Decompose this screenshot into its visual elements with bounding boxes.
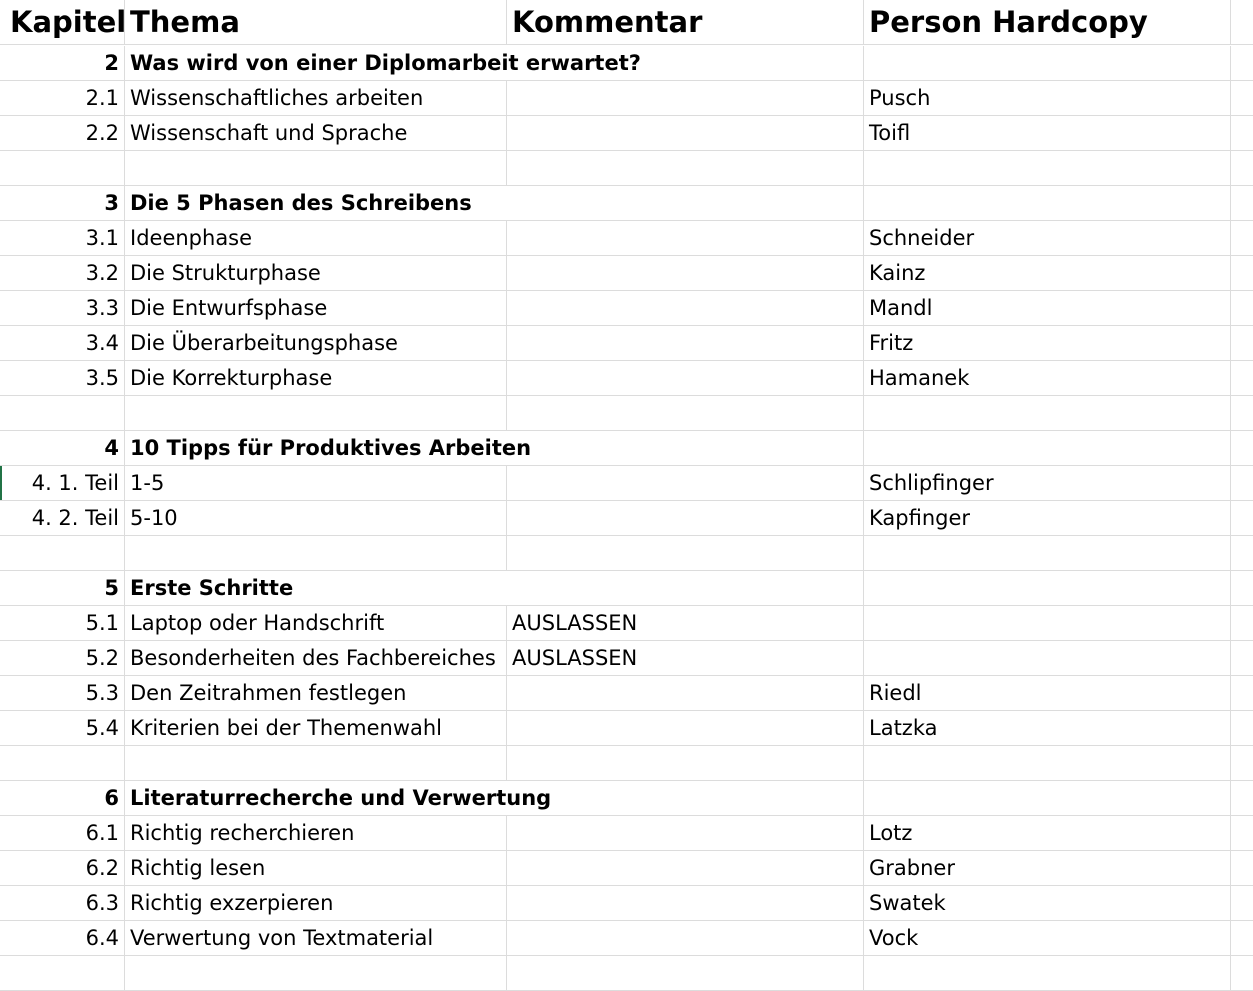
cell-person[interactable] [864, 571, 1231, 605]
cell-thema[interactable]: Ideenphase [125, 221, 507, 255]
empty-cell[interactable] [1231, 641, 1253, 675]
cell-kapitel[interactable] [0, 746, 125, 780]
cell-kommentar[interactable] [507, 151, 864, 185]
cell-kommentar[interactable] [507, 886, 864, 920]
cell-thema[interactable]: 5-10 [125, 501, 507, 535]
table-row [0, 361, 1253, 396]
cell-kommentar[interactable] [507, 396, 864, 430]
section-row [0, 781, 1253, 816]
cell-kapitel[interactable]: 4. 1. Teil [0, 466, 125, 500]
cell-person[interactable]: Swatek [864, 886, 1231, 920]
cell-kommentar[interactable] [507, 256, 864, 290]
cell-kapitel[interactable]: 3.2 [0, 256, 125, 290]
empty-cell[interactable] [1231, 326, 1253, 360]
table-row [0, 221, 1253, 256]
cell-kommentar[interactable] [507, 711, 864, 745]
table-row [0, 641, 1253, 676]
cell-thema[interactable] [125, 956, 507, 990]
cell-person[interactable]: Grabner [864, 851, 1231, 885]
empty-cell[interactable] [1231, 431, 1253, 465]
empty-cell[interactable] [1231, 46, 1253, 80]
table-row [0, 746, 1253, 781]
table-row [0, 816, 1253, 851]
empty-cell[interactable] [1231, 571, 1253, 605]
cell-person[interactable]: Fritz [864, 326, 1231, 360]
empty-cell[interactable] [1231, 291, 1253, 325]
cell-person[interactable] [864, 781, 1231, 815]
cell-person[interactable] [864, 746, 1231, 780]
cell-kommentar[interactable] [507, 221, 864, 255]
empty-cell[interactable] [1231, 536, 1253, 570]
empty-cell[interactable] [1231, 711, 1253, 745]
cell-kommentar[interactable] [507, 571, 864, 605]
cell-thema[interactable]: Erste Schritte [130, 576, 294, 600]
cell-person[interactable] [864, 151, 1231, 185]
header-person-hardcopy[interactable]: Person Hardcopy [864, 0, 1231, 44]
cell-kapitel[interactable] [0, 151, 125, 185]
cell-kommentar[interactable] [507, 746, 864, 780]
table-row [0, 711, 1253, 746]
cell-person[interactable]: Hamanek [864, 361, 1231, 395]
cell-person[interactable]: Schlipfinger [864, 466, 1231, 500]
cell-thema[interactable]: Den Zeitrahmen festlegen [125, 676, 507, 710]
cell-kommentar[interactable] [507, 956, 864, 990]
cell-kommentar[interactable] [507, 921, 864, 955]
cell-thema[interactable]: Die Korrekturphase [125, 361, 507, 395]
cell-thema[interactable] [125, 536, 507, 570]
cell-kapitel[interactable]: 5.4 [0, 711, 125, 745]
table-row [0, 116, 1253, 151]
empty-cell[interactable] [1231, 956, 1253, 990]
cell-kapitel[interactable]: 6.4 [0, 921, 125, 955]
cell-kommentar[interactable] [507, 536, 864, 570]
cell-kapitel[interactable]: 6.2 [0, 851, 125, 885]
cell-person[interactable]: Kainz [864, 256, 1231, 290]
header-thema[interactable]: Thema [125, 0, 507, 44]
cell-thema[interactable]: Richtig recherchieren [125, 816, 507, 850]
cell-thema[interactable] [125, 151, 507, 185]
table-row [0, 956, 1253, 991]
empty-cell[interactable] [1231, 151, 1253, 185]
cell-kommentar[interactable] [507, 501, 864, 535]
cell-person[interactable]: Lotz [864, 816, 1231, 850]
empty-cell[interactable] [1231, 746, 1253, 780]
cell-thema[interactable]: 1-5 [125, 466, 507, 500]
cell-thema[interactable] [125, 396, 507, 430]
cell-thema[interactable]: Die Entwurfsphase [125, 291, 507, 325]
cell-person[interactable]: Riedl [864, 676, 1231, 710]
cell-kapitel[interactable]: 2.2 [0, 116, 125, 150]
empty-cell[interactable] [1231, 816, 1253, 850]
cell-person[interactable] [864, 956, 1231, 990]
empty-cell[interactable] [1231, 0, 1253, 44]
header-kommentar[interactable]: Kommentar [507, 0, 864, 44]
cell-kapitel[interactable]: 2.1 [0, 81, 125, 115]
cell-thema[interactable]: Literaturrecherche und Verwertung [130, 786, 552, 810]
cell-kommentar[interactable] [507, 116, 864, 150]
cell-kapitel[interactable] [0, 396, 125, 430]
cell-thema[interactable]: Besonderheiten des Fachbereiches [125, 641, 507, 675]
cell-kapitel[interactable]: 3.3 [0, 291, 125, 325]
table-row [0, 851, 1253, 886]
cell-thema[interactable]: Verwertung von Textmaterial [125, 921, 507, 955]
header-kapitel[interactable]: Kapitel [0, 0, 125, 44]
empty-cell[interactable] [1231, 116, 1253, 150]
cell-person[interactable]: Pusch [864, 81, 1231, 115]
cell-kommentar[interactable] [507, 816, 864, 850]
cell-kapitel[interactable]: 5.3 [0, 676, 125, 710]
table-row [0, 291, 1253, 326]
table-row [0, 676, 1253, 711]
section-row [0, 431, 1253, 466]
cell-kommentar[interactable] [507, 81, 864, 115]
section-row [0, 571, 1253, 606]
empty-cell[interactable] [1231, 886, 1253, 920]
section-row [0, 46, 1253, 81]
cell-kapitel[interactable]: 5 [0, 571, 125, 605]
cell-kapitel[interactable]: 6.3 [0, 886, 125, 920]
cell-person[interactable]: Mandl [864, 291, 1231, 325]
table-row [0, 326, 1253, 361]
table-row [0, 886, 1253, 921]
table-row [0, 921, 1253, 956]
cell-thema[interactable]: Richtig lesen [125, 851, 507, 885]
cell-person[interactable]: Latzka [864, 711, 1231, 745]
cell-person[interactable] [864, 431, 1231, 465]
header-row [0, 0, 1253, 45]
cell-kommentar[interactable] [507, 851, 864, 885]
cell-kommentar[interactable] [507, 676, 864, 710]
cell-kapitel[interactable] [0, 956, 125, 990]
cell-kapitel[interactable]: 3 [0, 186, 125, 220]
cell-kapitel[interactable]: 2 [0, 46, 125, 80]
cell-kapitel[interactable]: 5.1 [0, 606, 125, 640]
cell-person[interactable]: Vock [864, 921, 1231, 955]
empty-cell[interactable] [1231, 81, 1253, 115]
cell-thema[interactable]: Wissenschaft und Sprache [125, 116, 507, 150]
cell-kommentar[interactable] [507, 291, 864, 325]
cell-kapitel[interactable]: 5.2 [0, 641, 125, 675]
empty-cell[interactable] [1231, 606, 1253, 640]
cell-thema[interactable]: Kriterien bei der Themenwahl [125, 711, 507, 745]
cell-person[interactable] [864, 536, 1231, 570]
cell-person[interactable] [864, 46, 1231, 80]
cell-kapitel[interactable]: 3.5 [0, 361, 125, 395]
cell-kommentar[interactable]: AUSLASSEN [507, 641, 864, 675]
empty-cell[interactable] [1231, 466, 1253, 500]
cell-thema[interactable]: Die Überarbeitungsphase [125, 326, 507, 360]
cell-person[interactable]: Kapfinger [864, 501, 1231, 535]
active-row-indicator [0, 466, 2, 500]
cell-person[interactable] [864, 606, 1231, 640]
empty-cell[interactable] [1231, 676, 1253, 710]
empty-cell[interactable] [1231, 781, 1253, 815]
cell-person[interactable]: Toifl [864, 116, 1231, 150]
empty-cell[interactable] [1231, 361, 1253, 395]
cell-kommentar[interactable]: AUSLASSEN [507, 606, 864, 640]
cell-person[interactable] [864, 396, 1231, 430]
table-row [0, 466, 1253, 501]
cell-person[interactable] [864, 186, 1231, 220]
cell-kommentar[interactable] [507, 431, 864, 465]
cell-thema[interactable]: Laptop oder Handschrift [125, 606, 507, 640]
cell-kommentar[interactable] [507, 781, 864, 815]
table-row [0, 151, 1253, 186]
cell-thema[interactable] [125, 746, 507, 780]
cell-kapitel[interactable]: 3.1 [0, 221, 125, 255]
cell-kapitel[interactable]: 3.4 [0, 326, 125, 360]
cell-thema[interactable]: Die Strukturphase [125, 256, 507, 290]
empty-cell[interactable] [1231, 501, 1253, 535]
cell-kapitel[interactable]: 6 [0, 781, 125, 815]
table-row [0, 81, 1253, 116]
empty-cell[interactable] [1231, 221, 1253, 255]
cell-kapitel[interactable]: 6.1 [0, 816, 125, 850]
empty-cell[interactable] [1231, 921, 1253, 955]
cell-kapitel[interactable]: 4. 2. Teil [0, 501, 125, 535]
cell-thema[interactable]: Wissenschaftliches arbeiten [125, 81, 507, 115]
empty-cell[interactable] [1231, 396, 1253, 430]
table-row [0, 606, 1253, 641]
cell-kommentar[interactable] [507, 186, 864, 220]
cell-kommentar[interactable] [507, 361, 864, 395]
table-row [0, 536, 1253, 571]
cell-kapitel[interactable]: 4 [0, 431, 125, 465]
cell-kommentar[interactable] [507, 466, 864, 500]
cell-thema[interactable]: Was wird von einer Diplomarbeit erwartet? [130, 51, 641, 75]
cell-person[interactable]: Schneider [864, 221, 1231, 255]
cell-kapitel[interactable] [0, 536, 125, 570]
cell-thema[interactable]: Richtig exzerpieren [125, 886, 507, 920]
cell-thema[interactable]: Die 5 Phasen des Schreibens [130, 191, 472, 215]
empty-cell[interactable] [1231, 256, 1253, 290]
cell-thema[interactable]: 10 Tipps für Produktives Arbeiten [130, 436, 532, 460]
empty-cell[interactable] [1231, 851, 1253, 885]
table-row [0, 256, 1253, 291]
cell-kommentar[interactable] [507, 326, 864, 360]
table-row [0, 501, 1253, 536]
table-row [0, 396, 1253, 431]
cell-person[interactable] [864, 641, 1231, 675]
empty-cell[interactable] [1231, 186, 1253, 220]
section-row [0, 186, 1253, 221]
